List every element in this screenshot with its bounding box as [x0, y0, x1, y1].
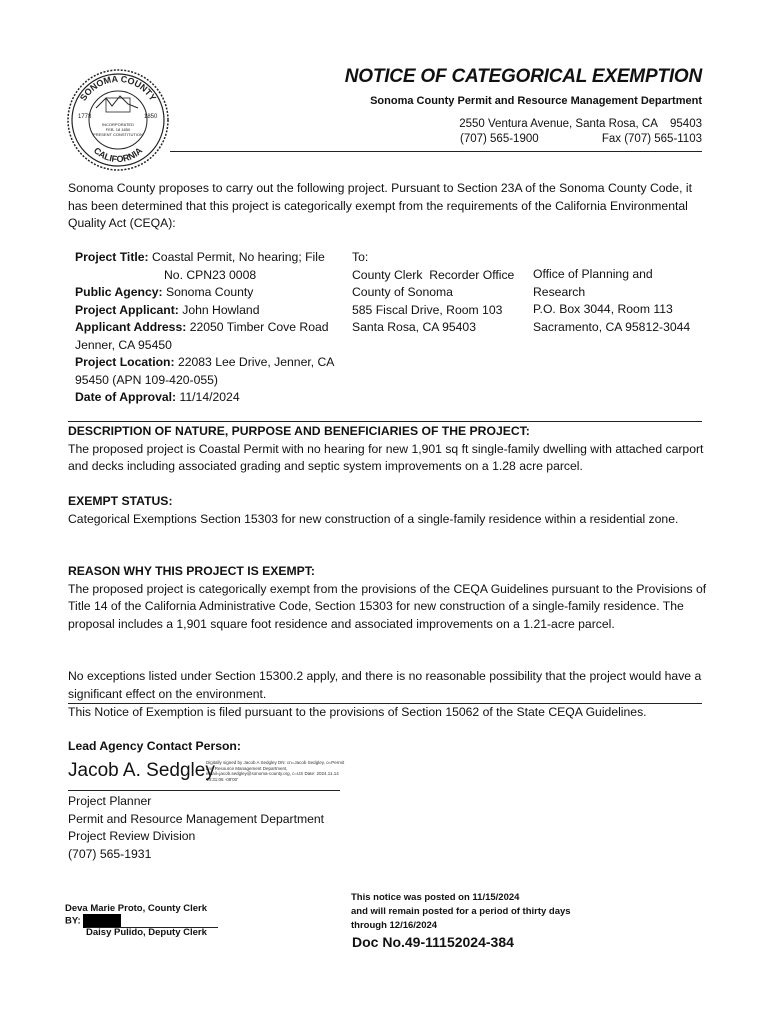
reason-body: The proposed project is categorically exempt from the provisions of the CEQA Guidelines pursuant to the Provisions of Title 14 of the California Administrative Code, Section 15303 for new construction of a single-family residence. The proposal includes a 1,901 square foot residence and associated improvements on a 1.21-acre parcel. — [68, 581, 707, 631]
recipient-opr — [533, 266, 713, 336]
exempt-status-body: Categorical Exemptions Section 15303 for new construction of a single-family residence within a residential zone. — [68, 511, 679, 526]
posting-line-2: and will remain posted for a period of thirty days — [351, 906, 571, 917]
redacted-signature — [83, 914, 121, 928]
reason-section — [68, 563, 708, 633]
deputy-clerk-name: Daisy Pulido, Deputy Clerk — [86, 927, 207, 938]
header-divider — [170, 151, 702, 152]
project-title-value: Coastal Permit, No hearing; File — [152, 250, 325, 264]
contact-department: Permit and Resource Management Department — [68, 811, 325, 826]
contact-title: Project Planner — [68, 794, 152, 808]
project-location-value: 22083 Lee Drive, Jenner, CA — [177, 355, 335, 369]
seal-left-number: 1778 — [78, 114, 92, 120]
digital-signature-stamp: Digitally signed by Jacob A Sedgley DN: cn=Jacob Sedgley, o=Permit and Resource Management Department, email=jacob.sedgley@sonoma-county.org, c=US Date: 2024.11.14 14:31:06 -08'00' — [206, 760, 345, 782]
posting-stamp — [351, 891, 571, 933]
department-name: Sonoma County Permit and Resource Management Department — [370, 95, 702, 107]
seal-center-line-1: INCORPORATED — [102, 122, 134, 127]
opr-line-4: Sacramento, CA 95812-3044 — [533, 319, 691, 334]
description-section — [68, 423, 708, 476]
opr-line-1: Office of Planning and — [533, 267, 653, 281]
posting-line-3: through 12/16/2024 — [351, 920, 438, 931]
clerk-line-1: County Clerk Recorder Office — [352, 267, 515, 282]
reason-heading: REASON WHY THIS PROJECT IS EXEMPT: — [68, 564, 315, 578]
project-location-value-2: 95450 (APN 109-420-055) — [75, 372, 218, 387]
public-agency-row — [75, 284, 345, 302]
exempt-status-section — [68, 493, 708, 528]
applicant-value: John Howland — [182, 302, 260, 317]
clerk-by-row — [65, 914, 207, 928]
seal-center-line-3: PRESENT CONSTITUTION — [93, 132, 143, 137]
section-divider — [68, 421, 702, 422]
seal-bottom-text: CALIFORNIA — [91, 145, 145, 165]
public-agency-value: Sonoma County — [165, 285, 254, 299]
applicant-address-value: 22050 Timber Cove Road — [189, 320, 329, 334]
clerk-line-4: Santa Rosa, CA 95403 — [352, 320, 476, 334]
department-address: 2550 Ventura Avenue, Santa Rosa, CA 95403 — [459, 118, 702, 130]
approval-date-label: Date of Approval: — [75, 390, 177, 404]
seal-top-text: SONOMA COUNTY — [78, 73, 158, 103]
project-title-value-2: No. CPN23 0008 — [164, 267, 257, 282]
project-title-row — [75, 249, 345, 267]
filed-statement: This Notice of Exemption is filed pursuant to the provisions of Section 15062 of the State CEQA Guidelines. — [68, 705, 647, 719]
contact-phone: (707) 565-1931 — [68, 846, 152, 861]
description-heading: DESCRIPTION OF NATURE, PURPOSE AND BENEFICIARIES OF THE PROJECT: — [68, 424, 530, 438]
contact-signature-name: Jacob A. Sedgley — [68, 760, 215, 781]
exempt-status-heading: EXEMPT STATUS: — [68, 494, 173, 508]
project-title-label: Project Title: — [75, 250, 149, 264]
document-title: NOTICE OF CATEGORICAL EXEMPTION — [344, 66, 702, 87]
approval-date-row — [75, 389, 345, 407]
department-fax: Fax (707) 565-1103 — [601, 133, 702, 145]
posting-line-1: This notice was posted on 11/15/2024 — [351, 892, 520, 903]
applicant-label: Project Applicant: — [75, 302, 179, 317]
seal-right-number: 1850 — [144, 114, 158, 120]
opr-line-3: P.O. Box 3044, Room 113 — [533, 302, 673, 316]
svg-text:CALIFORNIA — [92, 145, 145, 164]
applicant-row — [75, 302, 345, 320]
recipient-county-clerk — [352, 249, 527, 337]
description-body: The proposed project is Coastal Permit with no hearing for new 1,901 sq ft single-family dwelling with attached carport and decks including associated grading and septic system improvements on a 1.28 acre parcel. — [68, 441, 704, 473]
signature-line — [68, 790, 340, 791]
department-phone: (707) 565-1900 — [460, 133, 539, 145]
document-number: Doc No.49-11152024-384 — [352, 934, 514, 950]
applicant-address-value-2: Jenner, CA 95450 — [75, 337, 172, 352]
to-label: To: — [352, 250, 369, 264]
contact-details — [68, 793, 324, 863]
contact-division: Project Review Division — [68, 829, 196, 843]
project-details — [75, 249, 345, 407]
contact-label: Lead Agency Contact Person: — [68, 739, 241, 753]
clerk-by-label: BY: — [65, 915, 81, 927]
applicant-address-row — [75, 319, 345, 337]
opr-line-2: Research — [533, 284, 586, 299]
county-clerk-block — [65, 903, 207, 928]
approval-date-value: 11/14/2024 — [179, 390, 240, 404]
applicant-address-label: Applicant Address: — [75, 320, 187, 334]
clerk-line-2: County of Sonoma — [352, 285, 453, 299]
seal-center-line-2: FEB. 18 1850 — [105, 127, 131, 132]
project-location-label: Project Location: — [75, 355, 175, 369]
project-location-row — [75, 354, 345, 372]
clerk-line-3: 585 Fiscal Drive, Room 103 — [352, 302, 503, 317]
intro-paragraph: Sonoma County proposes to carry out the following project. Pursuant to Section 23A of the Sonoma County Code, it has been determined that this project is categorically exempt from the requirements of the California Environmental Quality Act (CEQA): — [68, 181, 692, 230]
public-agency-label: Public Agency: — [75, 285, 163, 299]
exceptions-paragraph: No exceptions listed under Section 15300.2 apply, and there is no reasonable possibility that the project would have a significant effect on the environment. — [68, 669, 702, 701]
county-clerk-name: Deva Marie Proto, County Clerk — [65, 903, 208, 914]
county-seal — [66, 68, 170, 172]
